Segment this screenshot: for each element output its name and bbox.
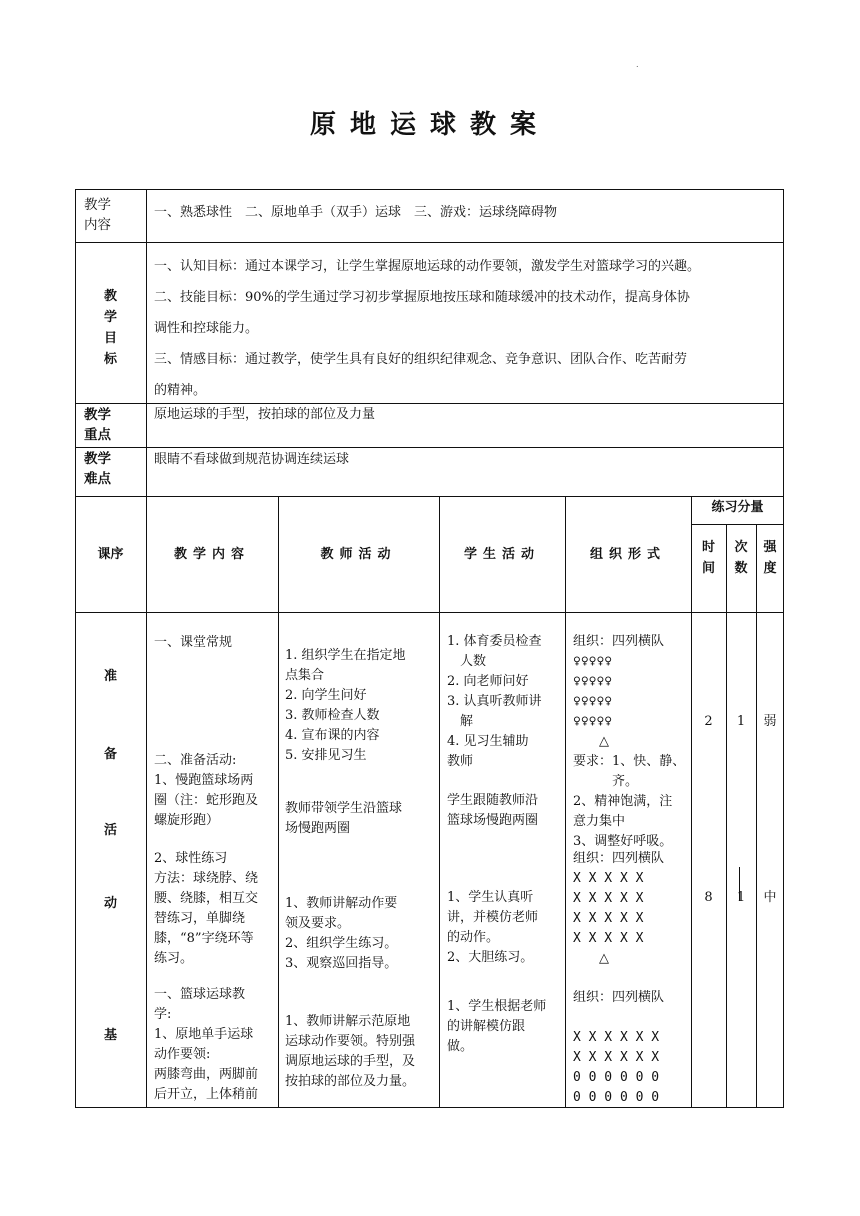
formation-row: X X X X X [573,871,644,886]
org-block-1: 组织：四列横队 ♀♀♀♀♀ ♀♀♀♀♀ ♀♀♀♀♀ ♀♀♀♀♀ △ [573,632,689,752]
header-organization: 组织形式 [589,547,666,562]
count-value-2: 1 [736,890,746,905]
content-text: 一、熟悉球性 二、原地单手（双手）运球 三、游戏：运球绕障碍物 [154,205,558,220]
header-dot: . [636,60,639,69]
formation-row: X X X X X [573,931,644,946]
formation-row: ♀♀♀♀♀ [573,694,613,709]
org-block-4: 组织：四列横队 X X X X X X X X X X X X 0 0 0 0 0 0 0 0 0 0 0 0 [573,988,689,1108]
header-sequence: 课序 [97,547,124,562]
sequence-char-3: 活 [103,823,117,838]
page-title: 原地运球教案 [309,110,550,140]
time-value-1: 2 [704,714,713,729]
content-block-1: 一、课堂常规 [154,635,233,650]
goals-label: 教 学 目 标 [103,289,117,367]
header-count: 次 数 [734,540,748,576]
header-intensity: 强 度 [763,540,777,576]
formation-row: ♀♀♀♀♀ [573,674,613,689]
teacher-marker: △ [573,734,609,749]
content-block-2: 二、准备活动: 1、慢跑篮球场两 圈（注：蛇形跑及 螺旋形跑） [154,753,259,828]
formation-row: ♀♀♀♀♀ [573,654,613,669]
formation-row: 0 0 0 0 0 0 [573,1070,660,1085]
intensity-value-2: 中 [763,890,777,905]
student-block-3: 1、学生认真听 讲，并模仿老师 的动作。 2、大胆练习。 [447,890,539,965]
teacher-block-4: 1、教师讲解示范原地 运球动作要领。特别强 调原地运球的手型，及 按拍球的部位及力量。 [285,1014,416,1089]
content-block-4: 一、篮球运球教 学: 1、原地单手运球 动作要领: 两膝弯曲，两脚前 后开立，上体稍前 [154,987,259,1102]
formation-row: X X X X X [573,911,644,926]
key-points-text: 原地运球的手型，按拍球的部位及力量 [154,407,376,422]
lesson-plan-table [75,189,784,1108]
teacher-marker: △ [573,951,609,966]
org-block-3: 组织：四列横队 X X X X X X X X X X X X X X X X X X X X △ [573,849,689,969]
header-practice: 练习分量 [711,500,764,515]
sequence-char-2: 备 [103,747,117,762]
teacher-block-1: 1. 组织学生在指定地 点集合 2. 向学生问好 3. 教师检查人数 4. 宣布课的内容 5. 安排见习生 [285,648,406,763]
teacher-block-2: 教师带领学生沿篮球 场慢跑两圈 [285,801,403,836]
formation-row: X X X X X X [573,1050,660,1065]
goals-text: 一、认知目标：通过本课学习，让学生掌握原地运球的动作要领，激发学生对篮球学习的兴趣。 二、技能目标：90%的学生通过学习初步掌握原地按压球和随球缓冲的技术动作，提高身体协 调性和控球能力。 三、情感目标：通过教学，使学生具有良好的组织纪律观念、竞争意识、团队合作、吃苦耐劳 的精神。 [154,259,701,398]
formation-row: X X X X X [573,891,644,906]
intensity-value-1: 弱 [763,714,777,729]
sequence-char-1: 准 [103,669,117,684]
key-points-label: 教学 重点 [84,407,111,443]
header-time: 时 间 [701,540,715,576]
header-teacher: 教师活动 [320,547,397,562]
student-block-2: 学生跟随教师沿 篮球场慢跑两圈 [447,793,539,828]
formation-row: X X X X X X [573,1030,660,1045]
formation-row: ♀♀♀♀♀ [573,714,613,729]
org-block-2: 要求：1、快、静、 齐。 2、精神饱满，注 意力集中 3、调整好呼吸。 [573,754,686,849]
time-value-2: 8 [704,890,713,905]
student-block-1: 1. 体育委员检查 人数 2. 向老师问好 3. 认真听教师讲 解 4. 见习生辅助 教师 [447,634,542,769]
count-value-1: 1 [736,714,746,729]
difficulty-label: 教学 难点 [84,451,111,487]
difficulty-text: 眼睛不看球做到规范协调连续运球 [154,452,350,467]
formation-row: 0 0 0 0 0 0 [573,1090,660,1105]
sequence-char-5: 基 [103,1028,117,1043]
content-label: 教学 内容 [84,197,111,233]
sequence-char-4: 动 [103,896,117,911]
teacher-block-3: 1、教师讲解动作要 领及要求。 2、组织学生练习。 3、观察巡回指导。 [285,896,398,971]
header-content: 教学内容 [173,547,250,562]
header-student: 学生活动 [463,547,540,562]
student-block-4: 1、学生根据老师 的讲解模仿跟 做。 [447,999,547,1054]
content-block-3: 2、球性练习 方法：球绕脖、绕 腰、绕膝，相互交 替练习，单脚绕 膝，“8”字绕环等 练习。 [154,851,259,966]
